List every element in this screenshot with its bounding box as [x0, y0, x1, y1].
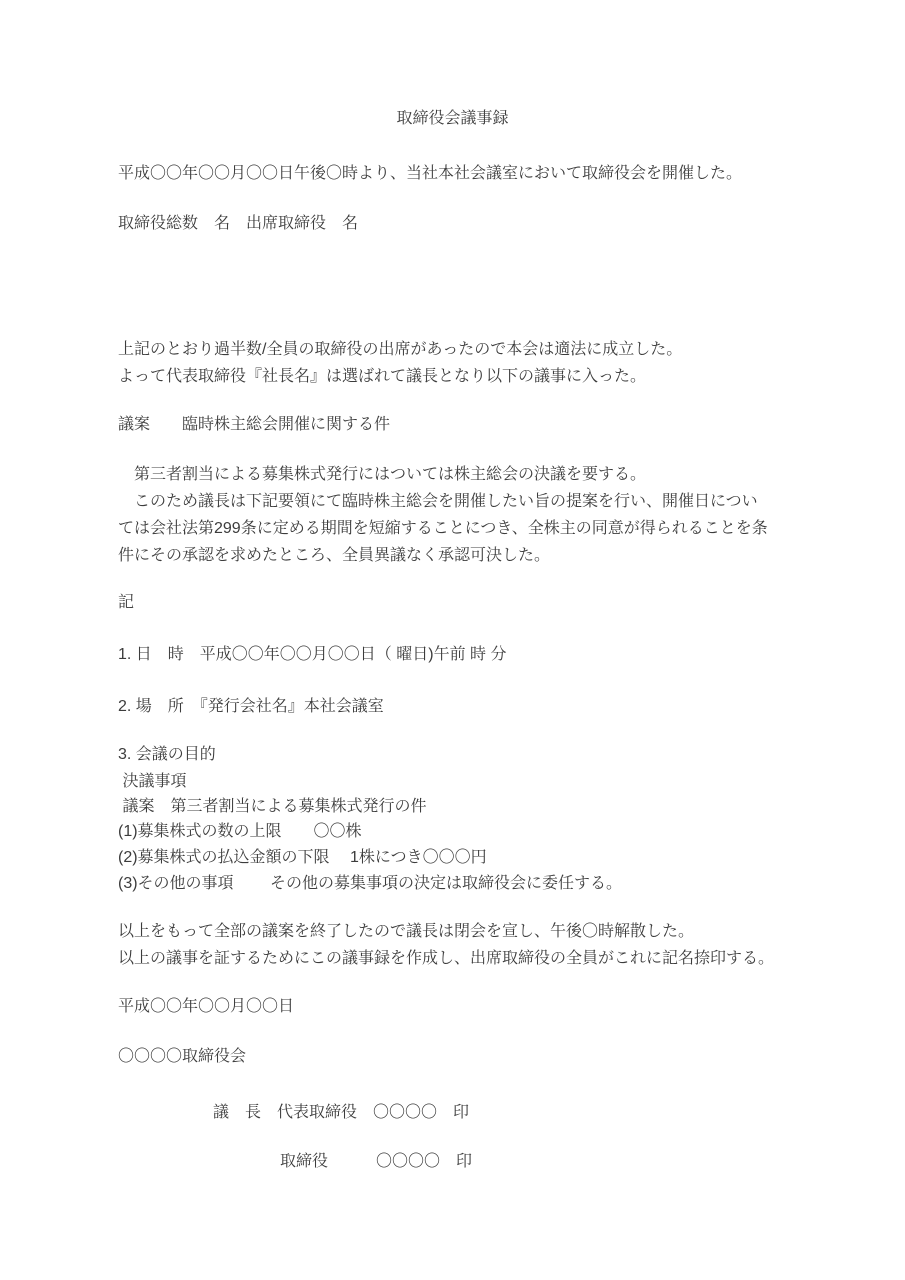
document-title: 取締役会議事録 [396, 110, 509, 127]
signature-director-line: 取締役 〇〇〇〇 印 [280, 1153, 473, 1170]
body-paragraph-line-4: 件にその承認を求めたところ、全員異議なく承認可決した。 [118, 547, 551, 564]
signature-chairman-line: 議 長 代表取締役 〇〇〇〇 印 [213, 1104, 470, 1121]
item-3-resolution-label: 決議事項 [118, 773, 187, 790]
item-3-detail-3: (3)その他の事項 その他の募集事項の決定は取締役会に委任する。 [118, 875, 623, 892]
item-3-heading: 3. 会議の目的 [118, 746, 216, 763]
item-1-datetime: 1. 日 時 平成〇〇年〇〇月〇〇日（ 曜日)午前 時 分 [118, 646, 507, 663]
closing-line-1: 以上をもって全部の議案を終了したので議長は閉会を宣し、午後〇時解散した。 [118, 923, 695, 940]
opening-paragraph: 平成〇〇年〇〇月〇〇日午後〇時より、当社本社会議室において取締役会を開催した。 [118, 165, 743, 182]
body-paragraph-line-2: このため議長は下記要領にて臨時株主総会を開催したい旨の提案を行い、開催日につい [118, 493, 758, 510]
item-3-agenda: 議案 第三者割当による募集株式発行の件 [118, 798, 427, 815]
item-3-detail-1: (1)募集株式の数の上限 〇〇株 [118, 823, 362, 840]
quorum-line-1: 上記のとおり過半数/全員の取締役の出席があったので本会は適法に成立した。 [118, 341, 683, 358]
closing-line-2: 以上の議事を証するためにこの議事録を作成し、出席取締役の全員がこれに記名捺印する。 [118, 950, 775, 967]
body-paragraph-line-3: ては会社法第299条に定める期間を短縮することにつき、全株主の同意が得られることを条 [118, 520, 768, 537]
attendance-line: 取締役総数 名 出席取締役 名 [118, 215, 359, 232]
agenda-heading: 議案 臨時株主総会開催に関する件 [118, 416, 391, 433]
ki-marker: 記 [118, 594, 135, 611]
item-2-place: 2. 場 所 『発行会社名』本社会議室 [118, 698, 384, 715]
board-name-line: 〇〇〇〇取締役会 [118, 1048, 247, 1065]
item-3-detail-2: (2)募集株式の払込金額の下限 1株につき〇〇〇円 [118, 849, 487, 866]
body-paragraph-line-1: 第三者割当による募集株式発行にはついては株主総会の決議を要する。 [118, 466, 647, 483]
quorum-line-2: よって代表取締役『社長名』は選ばれて議長となり以下の議事に入った。 [118, 368, 647, 385]
date-line: 平成〇〇年〇〇月〇〇日 [118, 998, 295, 1015]
